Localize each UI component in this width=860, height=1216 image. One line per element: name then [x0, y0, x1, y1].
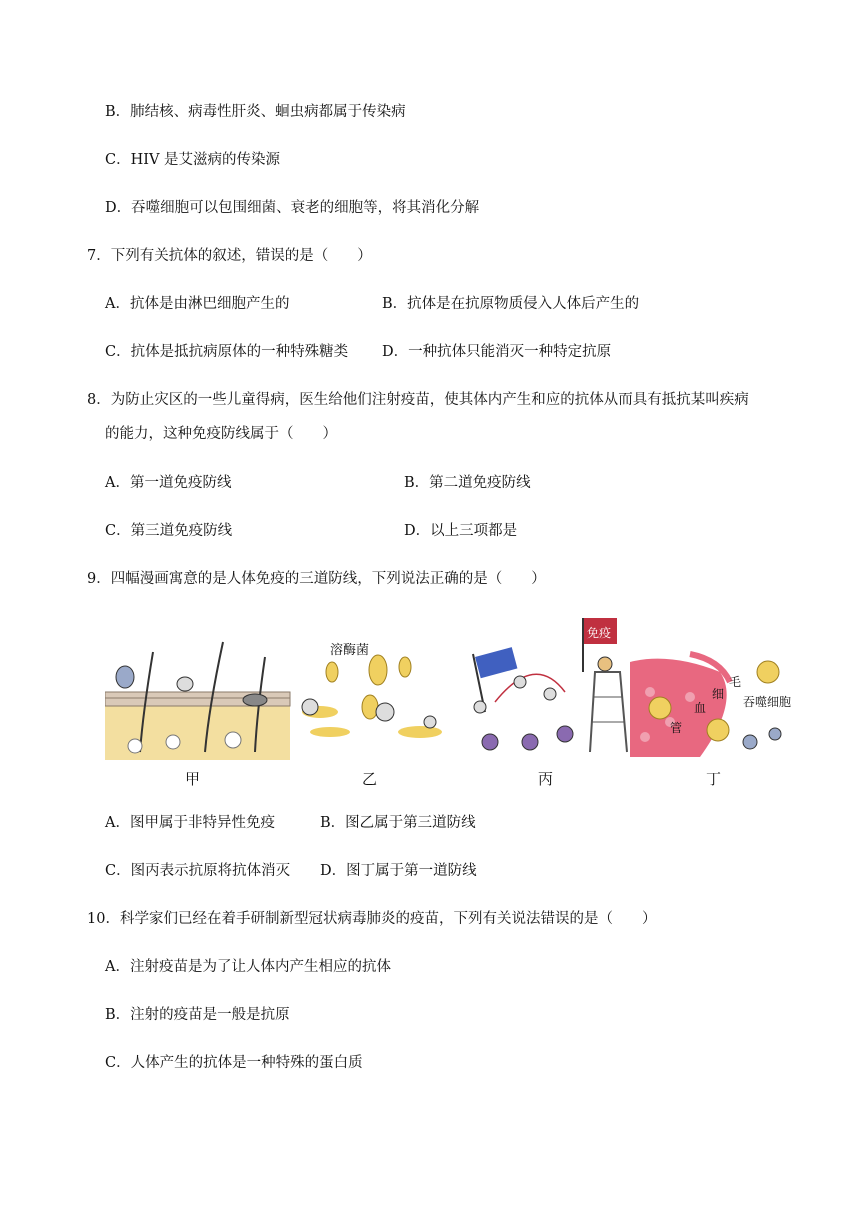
q8-option-b: B．第二道免疫防线 — [404, 475, 531, 491]
q10-option-b: B．注射的疫苗是一般是抗原 — [105, 1007, 290, 1023]
panel-jia-illustration — [105, 642, 290, 760]
q6-option-c: C．HIV 是艾滋病的传染源 — [105, 152, 281, 168]
panel-label-ding: 丁 — [706, 770, 722, 788]
q10-option-c: C．人体产生的抗体是一种特殊的蛋白质 — [105, 1055, 363, 1071]
q9-option-c: C．图丙表示抗原将抗体消灭 — [105, 863, 291, 879]
ding-text-guan: 管 — [670, 721, 683, 735]
ding-text-xue: 血 — [694, 701, 707, 715]
q7-option-a: A．抗体是由淋巴细胞产生的 — [105, 296, 290, 312]
panel-yi-illustration — [302, 642, 442, 738]
q6-option-b: B．肺结核、病毒性肝炎、蛔虫病都属于传染病 — [105, 104, 406, 120]
bing-flag-text: 免疫 — [587, 626, 612, 640]
q7-option-b: B．抗体是在抗原物质侵入人体后产生的 — [382, 296, 640, 312]
q8-option-d: D．以上三项都是 — [404, 523, 518, 539]
q8-option-c: C．第三道免疫防线 — [105, 523, 233, 539]
panel-label-bing: 丙 — [538, 770, 554, 788]
immune-defense-figure — [105, 612, 795, 762]
ding-text-phagocyte: 吞噬细胞 — [743, 695, 792, 709]
q9-option-a: A．图甲属于非特异性免疫 — [105, 815, 275, 831]
panel-bing-illustration — [473, 618, 627, 752]
panel-label-jia: 甲 — [185, 770, 201, 788]
panel-label-yi: 乙 — [362, 770, 378, 788]
ding-text-xi: 细 — [712, 687, 725, 701]
ding-text-mao: 毛 — [729, 675, 742, 689]
q9-option-d: D．图丁属于第一道防线 — [320, 863, 477, 879]
q9-option-b: B．图乙属于第三道防线 — [320, 815, 476, 831]
panel-ding-illustration — [630, 654, 791, 757]
q10-stem: 10．科学家们已经在着手研制新型冠状病毒肺炎的疫苗，下列有关说法错误的是（ ） — [87, 911, 657, 927]
q7-option-d: D．一种抗体只能消灭一种特定抗原 — [382, 344, 612, 360]
q6-option-d: D．吞噬细胞可以包围细菌、衰老的细胞等，将其消化分解 — [105, 200, 480, 216]
q8-stem-line2: 的能力，这种免疫防线属于（ ） — [105, 426, 337, 442]
q10-option-a: A．注射疫苗是为了让人体内产生相应的抗体 — [105, 959, 391, 975]
q7-stem: 7．下列有关抗体的叙述，错误的是（ ） — [87, 248, 372, 264]
q9-stem: 9．四幅漫画寓意的是人体免疫的三道防线，下列说法正确的是（ ） — [87, 571, 546, 587]
yi-lysozyme-label: 溶酶菌 — [330, 643, 370, 658]
q8-option-a: A．第一道免疫防线 — [105, 475, 232, 491]
q7-option-c: C．抗体是抵抗病原体的一种特殊糖类 — [105, 344, 349, 360]
q8-stem-line1: 8．为防止灾区的一些儿童得病，医生给他们注射疫苗，使其体内产生和应的抗体从而具有抵抗某叫疾病 — [87, 392, 749, 408]
